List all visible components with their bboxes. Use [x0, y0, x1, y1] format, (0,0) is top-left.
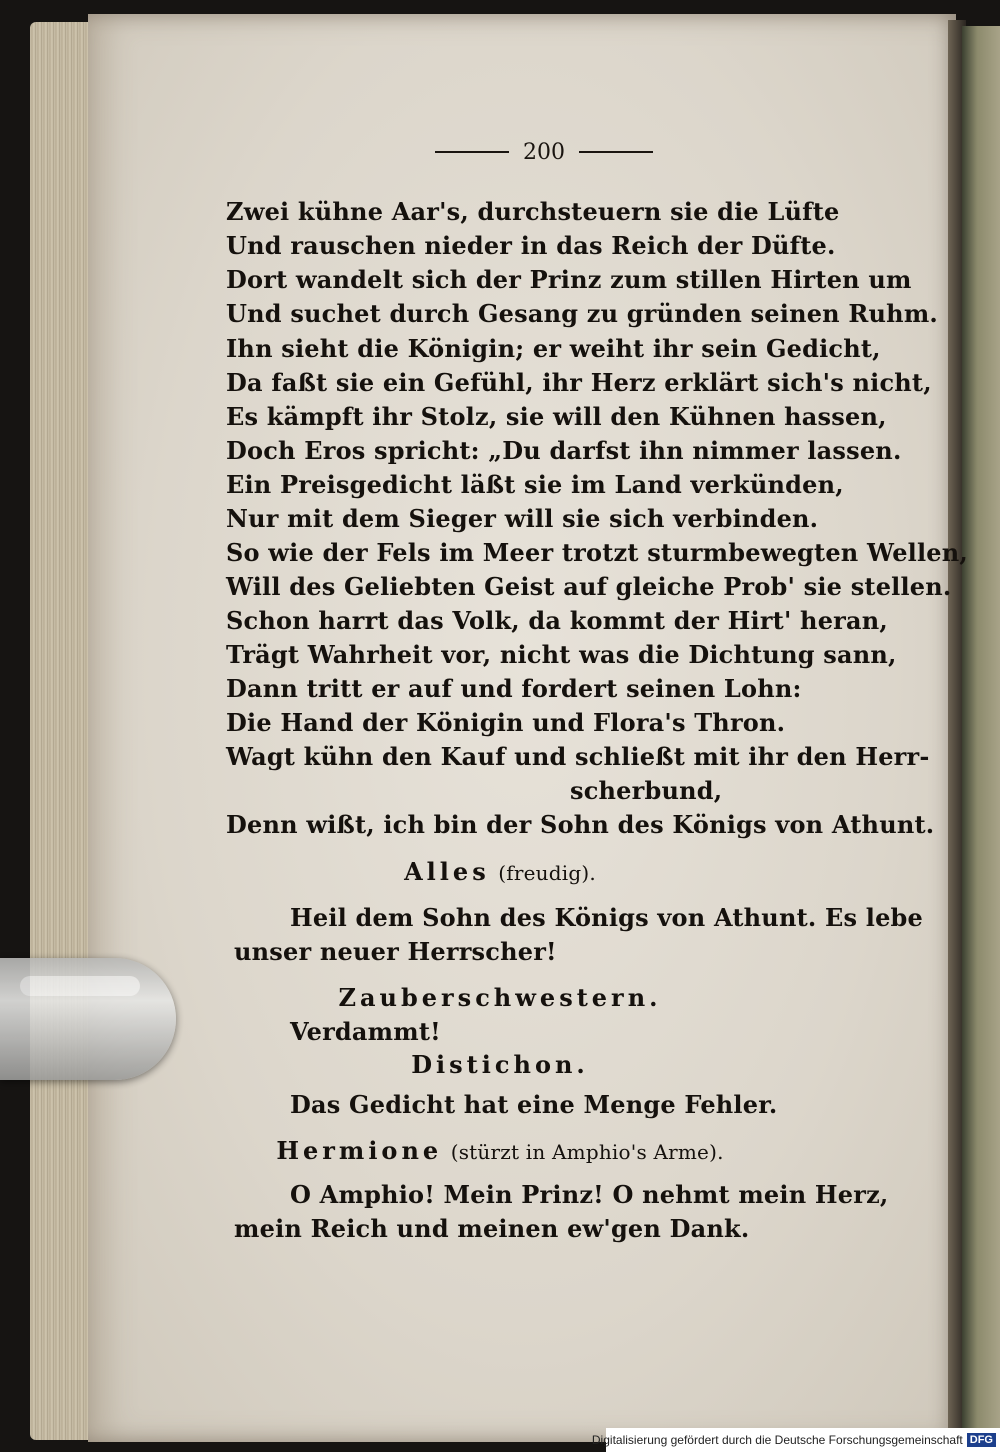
verse-line: Schon harrt das Volk, da kommt der Hirt' heran, [226, 606, 888, 635]
verse-line: Und suchet durch Gesang zu gründen seinen Ruhm. [226, 299, 938, 328]
verse-line: Ein Preisgedicht läßt sie im Land verkünden, [226, 470, 844, 499]
verse-line: Da faßt sie ein Gefühl, ihr Herz erklärt sich's nicht, [226, 368, 932, 397]
verse-line: Und rauschen nieder in das Reich der Düfte. [226, 231, 836, 260]
verse-line: Wagt kühn den Kauf und schließt mit ihr den Herr- [226, 742, 930, 771]
verse-line: Doch Eros spricht: „Du darfst ihn nimmer lassen. [226, 436, 902, 465]
verse-line: Trägt Wahrheit vor, nicht was die Dichtung sann, [226, 640, 897, 669]
speaker-alles-heading [0, 857, 1000, 888]
verse-line: Will des Geliebten Geist auf gleiche Prob' sie stellen. [226, 572, 952, 601]
dialogue-line: Heil dem Sohn des Königs von Athunt. Es lebe [290, 903, 923, 932]
page-header [432, 140, 656, 164]
stage-direction: (stürzt in Amphio's Arme). [450, 1140, 724, 1164]
speaker-name: Hermione [276, 1136, 443, 1165]
dialogue-line: O Amphio! Mein Prinz! O nehmt mein Herz, [290, 1180, 889, 1209]
speaker-zauberschwestern: Zauberschwestern. [338, 983, 662, 1012]
verse-line: Zwei kühne Aar's, durchsteuern sie die Lüfte [226, 197, 840, 226]
page-number: 200 [523, 139, 565, 165]
verse-line: Denn wißt, ich bin der Sohn des Königs von Athunt. [226, 810, 935, 839]
header-rule-left [435, 151, 509, 153]
verse-line: Es kämpft ihr Stolz, sie will den Kühnen hassen, [226, 402, 887, 431]
header-rule-right [579, 151, 653, 153]
dialogue-line: unser neuer Herrscher! [234, 937, 557, 966]
verse-line: Dort wandelt sich der Prinz zum stillen Hirten um [226, 265, 912, 294]
verse-line: Die Hand der Königin und Flora's Thron. [226, 708, 786, 737]
dfg-logo: DFG [967, 1433, 996, 1447]
speaker-name: Alles [404, 857, 490, 886]
footer-credit: Digitalisierung gefördert durch die Deutsche Forschungsgemeinschaft [591, 1433, 963, 1447]
verse-line: scherbund, [570, 776, 723, 805]
verse-line: Nur mit dem Sieger will sie sich verbinden. [226, 504, 819, 533]
digitization-footer [591, 1428, 1000, 1452]
stage-direction: (freudig). [498, 861, 596, 885]
dialogue-line: mein Reich und meinen ew'gen Dank. [234, 1214, 750, 1243]
verse-line: So wie der Fels im Meer trotzt sturmbewegten Wellen, [226, 538, 968, 567]
dialogue-line: Das Gedicht hat eine Menge Fehler. [290, 1090, 778, 1119]
verse-line: Ihn sieht die Königin; er weiht ihr sein Gedicht, [226, 334, 881, 363]
speaker-distichon: Distichon. [411, 1050, 589, 1079]
dialogue-line: Verdammt! [290, 1017, 441, 1046]
speaker-hermione-heading [0, 1136, 1000, 1167]
verse-line: Dann tritt er auf und fordert seinen Lohn: [226, 674, 802, 703]
